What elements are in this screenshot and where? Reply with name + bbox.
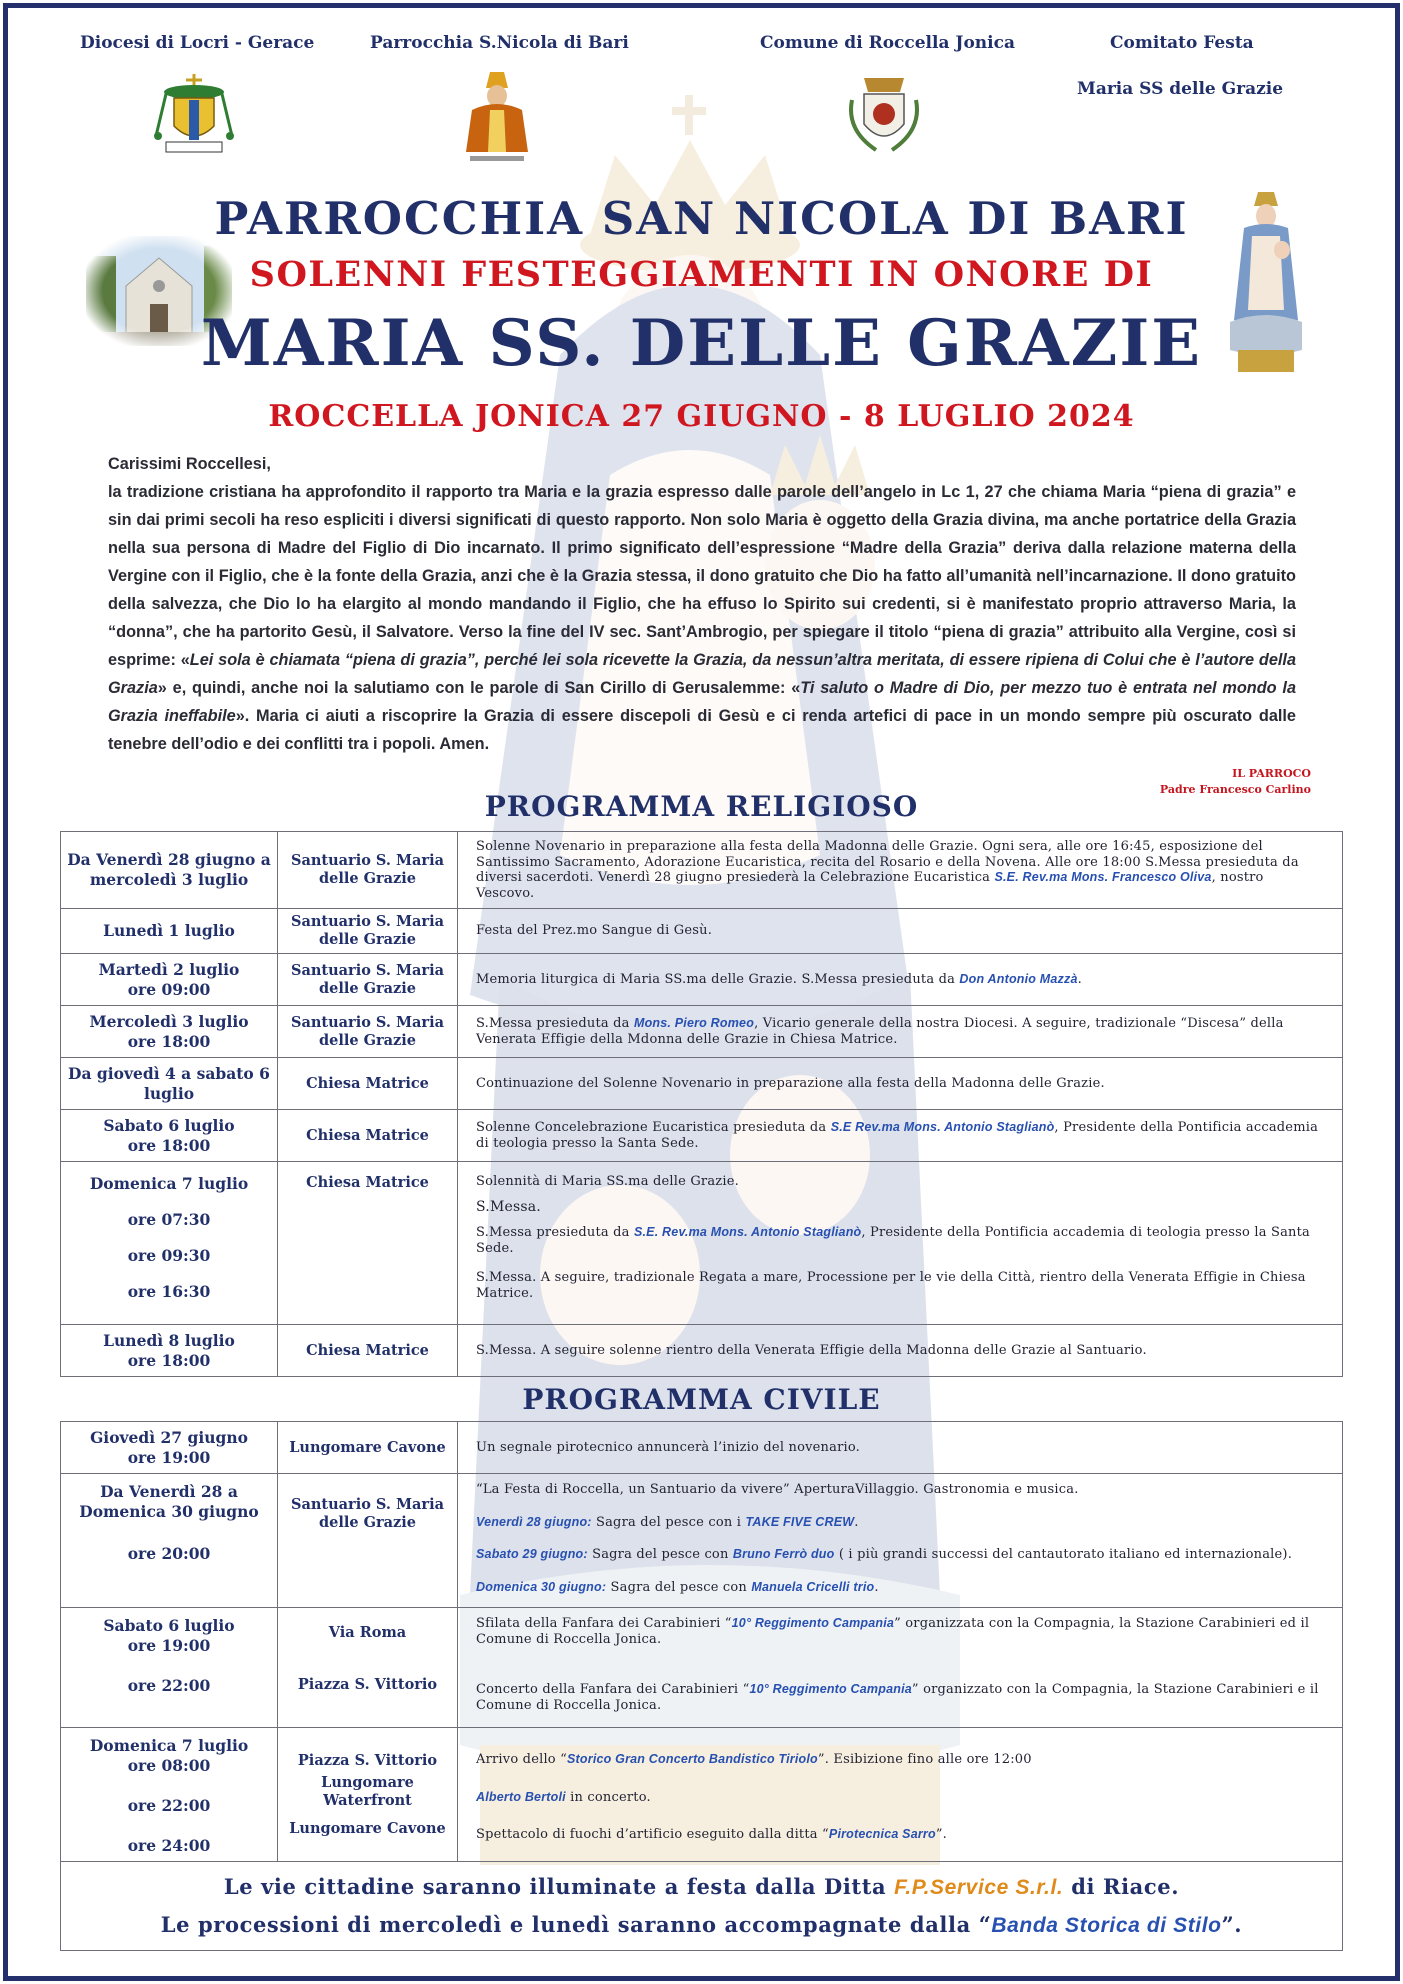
- footer-banda-stilo: Banda Storica di Stilo: [991, 1914, 1222, 1937]
- letter-body: [108, 478, 1296, 758]
- row-date: [61, 1006, 278, 1058]
- row-text: Sagra del pesce con: [606, 1579, 752, 1595]
- row-place: Santuario S. Maria delle Grazie: [278, 954, 458, 1006]
- row-place: Chiesa Matrice: [278, 1162, 458, 1325]
- row-date-day: Martedì 2 luglio: [98, 959, 240, 979]
- row-text: Spettacolo di fuochi d’artificio eseguito dalla ditta “: [476, 1827, 829, 1842]
- row-text-after: ” organizzata con la Compagnia, la Stazione Carabinieri ed il Comune di Roccella Jonica.: [476, 1616, 1310, 1647]
- row-text-fuochi: [476, 1827, 1324, 1843]
- row-date: [61, 1608, 278, 1728]
- row-text-after: ”.: [935, 1827, 948, 1842]
- signature-title: IL PARROCO: [1232, 767, 1311, 780]
- diocese-coat-of-arms-logo: [152, 70, 236, 158]
- section-title-civile: PROGRAMMA CIVILE: [522, 1383, 881, 1416]
- row-highlight: 10° Reggimento Campania: [731, 1616, 895, 1630]
- signature-name: Padre Francesco Carlino: [1159, 783, 1311, 796]
- footer-sponsor-fp-service: F.P.Service S.r.l.: [894, 1876, 1064, 1899]
- row-description: [458, 1474, 1343, 1608]
- row-place-1: Piazza S. Vittorio: [297, 1752, 438, 1769]
- row-text-after: ” organizzato con la Compagnia, la Stazione Carabinieri e il Comune di Roccella Jonica.: [476, 1682, 1319, 1713]
- row-highlight: Pirotecnica Sarro: [828, 1827, 936, 1841]
- row-highlight: S.E. Rev.ma Mons. Francesco Oliva: [994, 870, 1212, 884]
- row-description: [458, 1162, 1343, 1325]
- row-text-after: , nostro Vescovo.: [476, 870, 1264, 901]
- row-date: [61, 1325, 278, 1377]
- row-date: [61, 954, 278, 1006]
- row-place-3: Lungomare Cavone: [289, 1820, 446, 1837]
- row-evening-date: Domenica 30 giugno:: [476, 1579, 607, 1594]
- row-description: S.Messa. A seguire solenne rientro della Venerata Effigie della Madonna delle Grazie al Santuario.: [458, 1325, 1343, 1377]
- row-place: Chiesa Matrice: [278, 1058, 458, 1110]
- row-description: Continuazione del Solenne Novenario in preparazione alla festa della Madonna delle Grazie.: [458, 1058, 1343, 1110]
- row-evening-3: [476, 1580, 1324, 1596]
- row-place: Lungomare Cavone: [278, 1422, 458, 1474]
- row-place-2: Piazza S. Vittorio: [297, 1676, 438, 1693]
- row-description: [458, 954, 1343, 1006]
- footer-text-after: ”.: [1221, 1912, 1243, 1937]
- row-description: [458, 1608, 1343, 1728]
- row-place: [278, 1608, 458, 1728]
- row-time-1: ore 07:30: [127, 1210, 211, 1229]
- row-date-time-3: ore 24:00: [127, 1836, 211, 1855]
- title-dates: ROCCELLA JONICA 27 GIUGNO - 8 LUGLIO 2024: [268, 399, 1135, 434]
- row-date-time: ore 19:00: [127, 1447, 211, 1467]
- row-time-2: ore 09:30: [127, 1246, 211, 1265]
- row-date: [61, 1474, 278, 1608]
- row-highlight: Bruno Ferrò duo: [732, 1547, 835, 1561]
- row-text: Sagra del pesce con: [587, 1547, 733, 1562]
- row-date-time: ore 20:00: [127, 1544, 211, 1563]
- footer-text: Le vie cittadine saranno illuminate a festa dalla Ditta: [223, 1874, 895, 1899]
- org-maria: Maria SS delle Grazie: [1077, 79, 1284, 99]
- row-text-after: .: [1077, 971, 1082, 987]
- row-highlight: TAKE FIVE CREW: [745, 1514, 855, 1529]
- religious-program-table: [60, 831, 1343, 1377]
- row-date: [61, 1422, 278, 1474]
- row-description: Un segnale pirotecnico annuncerà l’inizio del novenario.: [458, 1422, 1343, 1474]
- row-text-sfilata: [476, 1616, 1324, 1647]
- row-text-messa: S.Messa.: [476, 1198, 541, 1215]
- letter-text-2: » e, quindi, anche noi la salutiamo con le parole di San Cirillo di Gerusalemme: «: [157, 679, 801, 697]
- row-date-day: Sabato 6 luglio: [103, 1115, 235, 1135]
- row-date-day: Giovedì 27 giugno: [90, 1427, 248, 1447]
- row-date-time-2: ore 22:00: [127, 1676, 211, 1695]
- row-place: Chiesa Matrice: [278, 1325, 458, 1377]
- row-text: Arrivo dello “: [476, 1752, 568, 1767]
- org-comune: Comune di Roccella Jonica: [760, 33, 1015, 53]
- row-date: [61, 1728, 278, 1862]
- row-text: Concerto della Fanfara dei Carabinieri “: [476, 1682, 750, 1697]
- row-date: [61, 1162, 278, 1325]
- row-date-day: Mercoledì 3 luglio: [89, 1011, 249, 1031]
- row-date-time: ore 18:00: [127, 1135, 211, 1155]
- row-description: [458, 1006, 1343, 1058]
- row-date-time: ore 08:00: [127, 1756, 211, 1775]
- table-row: [61, 909, 1343, 954]
- row-evening-1: [476, 1515, 1324, 1531]
- row-description: [458, 832, 1343, 909]
- row-description: [458, 1728, 1343, 1862]
- row-highlight: S.E Rev.ma Mons. Antonio Staglianò: [830, 1120, 1055, 1134]
- table-row: [61, 1474, 1343, 1608]
- row-date: Da Venerdì 28 giugno a mercoledì 3 luglio: [61, 832, 278, 909]
- row-place: Santuario S. Maria delle Grazie: [278, 909, 458, 954]
- row-text-after: .: [854, 1514, 859, 1530]
- row-date-day: Sabato 6 luglio: [103, 1616, 235, 1635]
- row-text: Solenne Concelebrazione Eucaristica presieduta da: [476, 1120, 831, 1135]
- row-date: Da giovedì 4 a sabato 6 luglio: [61, 1058, 278, 1110]
- row-text: Sfilata della Fanfara dei Carabinieri “: [476, 1616, 732, 1631]
- row-description: [458, 1110, 1343, 1162]
- row-place: [278, 1728, 458, 1862]
- table-row: [61, 832, 1343, 909]
- row-date-day: Domenica 7 luglio: [89, 1174, 249, 1193]
- org-parrocchia: Parrocchia S.Nicola di Bari: [370, 33, 629, 53]
- row-text: Solenne Novenario in preparazione alla festa della Madonna delle Grazie. Ogni sera, alle ore 16:45, esposizione del Santissimo Sacramento, Adorazione Eucaristica, recita del Rosario e della Novena. Alle ore 18:00 S.Messa presieduta da diversi sacerdoti. Venerdì 28 giugno presiederà la Celebrazione Eucaristica: [476, 839, 1299, 885]
- title-parish: PARROCCHIA SAN NICOLA DI BARI: [214, 192, 1189, 245]
- row-highlight: Manuela Cricelli trio: [751, 1579, 875, 1594]
- row-text-after: in concerto.: [565, 1789, 651, 1805]
- row-date-time: ore 18:00: [127, 1350, 211, 1370]
- row-place: Chiesa Matrice: [278, 1110, 458, 1162]
- row-date: Lunedì 1 luglio: [61, 909, 278, 954]
- table-row: [61, 1162, 1343, 1325]
- row-date-time: ore 19:00: [127, 1636, 211, 1655]
- table-row: [61, 1608, 1343, 1728]
- row-text-villaggio: “La Festa di Roccella, un Santuario da vivere” AperturaVillaggio. Gastronomia e musica.: [476, 1482, 1079, 1497]
- row-text: S.Messa presieduta da: [476, 1016, 634, 1031]
- row-place: Santuario S. Maria delle Grazie: [278, 1474, 458, 1608]
- parish-letter: [108, 450, 1296, 758]
- table-row: [61, 1110, 1343, 1162]
- row-text-after: .: [874, 1579, 879, 1595]
- letter-quote-ambrogio: Lei sola è chiamata “piena di grazia”, perché lei sola ricevette la Grazia, da nessun’altra meritata, di essere ripiena di Colui che è l’autore della Grazia: [108, 651, 1296, 697]
- civil-program-table: [60, 1421, 1343, 1951]
- org-comitato: Comitato Festa: [1110, 33, 1254, 53]
- letter-text-3: ». Maria ci aiuti a riscoprire la Grazia di essere discepoli di Gesù e ci renda artefici di pace in un mondo sempre più oscurato dalle tenebre dell’odio e dei conflitti tra i popoli. Amen.: [108, 707, 1296, 753]
- row-text-after: , Vicario generale della nostra Diocesi. A seguire, tradizionale “Discesa” della Venerata Effigie della Mdonna delle Grazie in Chiesa Matrice.: [476, 1016, 1284, 1047]
- org-diocesi: Diocesi di Locri - Gerace: [80, 33, 315, 53]
- row-date-time: ore 09:00: [127, 979, 211, 999]
- row-evening-date: Sabato 29 giugno:: [476, 1547, 588, 1561]
- row-evening-2: [476, 1547, 1324, 1563]
- title-maria: MARIA SS. DELLE GRAZIE: [200, 306, 1203, 381]
- row-highlight: Alberto Bertoli: [476, 1789, 566, 1804]
- footer-text: Le processioni di mercoledì e lunedì saranno accompagnate dalla “: [160, 1912, 992, 1937]
- row-text-arrivo: [476, 1752, 1324, 1768]
- footer-text-after: di Riace.: [1063, 1874, 1180, 1899]
- row-highlight: Don Antonio Mazzà: [959, 971, 1078, 986]
- footer-notes: [61, 1862, 1343, 1951]
- footer-notes-row: [61, 1862, 1343, 1951]
- row-place-1: Via Roma: [328, 1624, 407, 1641]
- row-text: S.Messa presieduta da: [476, 1225, 634, 1240]
- letter-quote-cirillo: Ti saluto o Madre di Dio, per mezzo tuo è entrata nel mondo la Grazia ineffabile: [108, 679, 1297, 725]
- table-row: [61, 1325, 1343, 1377]
- row-date: [61, 1110, 278, 1162]
- section-title-religioso: PROGRAMMA RELIGIOSO: [484, 790, 919, 823]
- row-text-messa-2: [476, 1225, 1324, 1256]
- row-date-day: Lunedì 8 luglio: [103, 1330, 235, 1350]
- row-time-3: ore 16:30: [127, 1282, 211, 1301]
- san-nicola-figure-logo: [462, 70, 532, 166]
- row-text-after: ( i più grandi successi del cantautorato italiano ed internazionale).: [834, 1547, 1293, 1562]
- table-row: [61, 1006, 1343, 1058]
- table-row: [61, 954, 1343, 1006]
- row-date-time: ore 18:00: [127, 1031, 211, 1051]
- table-row: [61, 1422, 1343, 1474]
- row-text-concerto: [476, 1682, 1324, 1713]
- comune-coat-of-arms-logo: [842, 70, 926, 158]
- footer-line-lighting: [71, 1868, 1332, 1906]
- row-highlight: 10° Reggimento Campania: [749, 1682, 912, 1696]
- row-highlight: Storico Gran Concerto Bandistico Tiriolo: [567, 1752, 818, 1766]
- row-date-day: Domenica 7 luglio: [89, 1736, 249, 1755]
- row-place: Santuario S. Maria delle Grazie: [278, 1006, 458, 1058]
- row-highlight: Mons. Piero Romeo: [633, 1016, 755, 1030]
- row-text-messa-3: S.Messa. A seguire, tradizionale Regata a mare, Processione per le vie della Città, rientro della Venerata Effigie in Chiesa Matrice.: [476, 1270, 1306, 1301]
- row-text: Memoria liturgica di Maria SS.ma delle Grazie. S.Messa presieduta da: [476, 971, 960, 987]
- table-row: [61, 1058, 1343, 1110]
- footer-line-banda: [71, 1906, 1332, 1944]
- row-place: Santuario S. Maria delle Grazie: [278, 832, 458, 909]
- row-text-after: , Presidente della Pontificia accademia di teologia presso la Santa Sede.: [476, 1225, 1310, 1256]
- row-text-solennita: Solennità di Maria SS.ma delle Grazie.: [476, 1174, 739, 1189]
- row-text-after: , Presidente della Pontificia accademia di teologia presso la Santa Sede.: [476, 1120, 1319, 1151]
- row-text-after: ”. Esibizione fino alle ore 12:00: [817, 1752, 1032, 1767]
- row-text: Sagra del pesce con i: [591, 1514, 746, 1530]
- row-date-day: Da Venerdì 28 a Domenica 30 giugno: [79, 1482, 259, 1521]
- letter-text-1: la tradizione cristiana ha approfondito il rapporto tra Maria e la grazia espresso dalle parole dell’angelo in Lc 1, 27 che chiama Maria “piena di grazia” e sin dai primi secoli ha reso espliciti i diversi significati di questo rapporto. Non solo Maria è oggetto della Grazia divina, ma anche portatrice della Grazia nella sua persona di Madre del Figlio di Dio incarnato. Il primo significato dell’espressione “Madre della Grazia” deriva dalla relazione materna della Vergine con il Figlio, che è la fonte della Grazia, anzi che è la Grazia stessa, il dono gratuito che Dio ha fatto all’umanità nell’incarnazione. Il dono gratuito della salvezza, che Dio lo ha elargito al mondo mandando il Figlio, che ha effuso lo Spirito sui credenti, si è manifestato proprio attraverso Maria, la “donna”, che ha partorito Gesù, il Salvatore. Verso la fine del IV sec. Sant’Ambrogio, per spiegare il titolo “piena di grazia” attribuito alla Vergine, così si esprime: «: [108, 483, 1296, 669]
- title-solenni: SOLENNI FESTEGGIAMENTI IN ONORE DI: [249, 254, 1154, 295]
- row-description: Festa del Prez.mo Sangue di Gesù.: [458, 909, 1343, 954]
- table-row: [61, 1728, 1343, 1862]
- row-highlight: S.E. Rev.ma Mons. Antonio Staglianò: [633, 1225, 862, 1239]
- row-text-bertoli: [476, 1790, 1324, 1806]
- row-place-2: Lungomare Waterfront: [321, 1774, 414, 1809]
- row-date-time-2: ore 22:00: [127, 1796, 211, 1815]
- row-evening-date: Venerdì 28 giugno:: [476, 1514, 592, 1529]
- letter-greeting: Carissimi Roccellesi,: [108, 455, 271, 473]
